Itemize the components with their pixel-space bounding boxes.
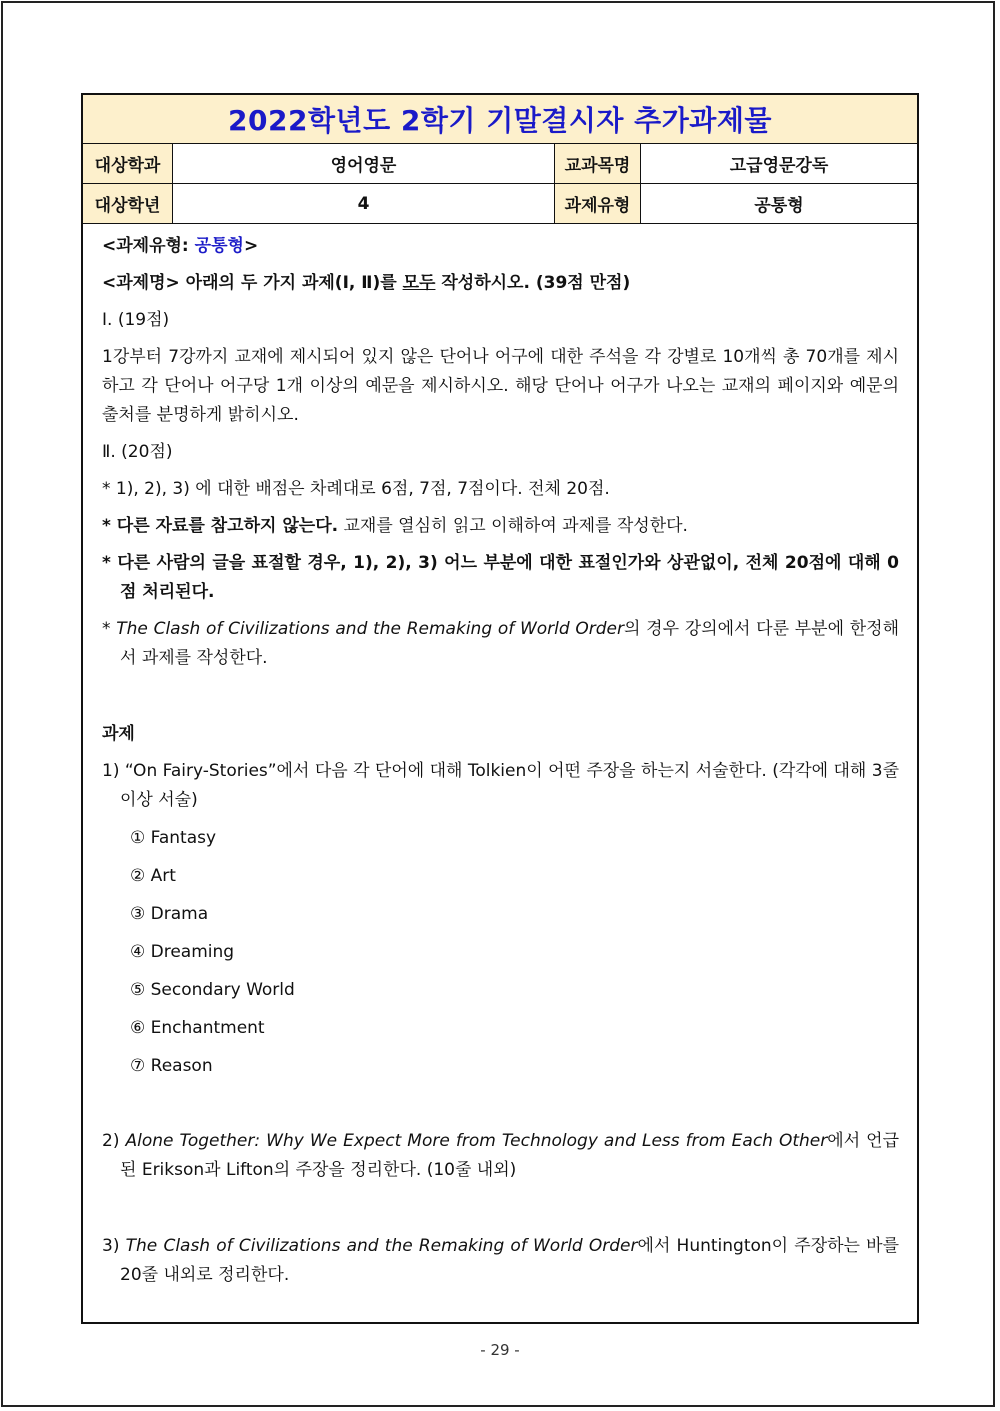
list-item: ⑥ Enchantment: [130, 1018, 265, 1038]
assignment-document: [81, 93, 919, 1324]
note-plagiarism: * 다른 사람의 글을 표절할 경우, 1), 2), 3) 어느 부분에 대한 표절인가와 상관없이, 전체 20점에 대해 0점 처리된다.: [102, 553, 899, 602]
list-item: ② Art: [130, 866, 176, 886]
info-row-2: [83, 184, 917, 224]
list-item: ⑦ Reason: [130, 1056, 213, 1076]
book-title-clash: The Clash of Civilizations and the Remaking of World Order: [116, 619, 625, 639]
underlined-emphasis: 모두: [402, 273, 436, 293]
document-title: 2022학년도 2학기 기말결시자 추가과제물: [83, 95, 917, 144]
task-3: 3) The Clash of Civilizations and the Remaking of World Order에서 Huntington이 주장하는 바를 20줄 내외로 정리한다.: [102, 1236, 899, 1285]
page-number: - 29 -: [480, 1341, 520, 1359]
assignment-type-line: <과제유형: 공통형>: [102, 236, 259, 256]
book-title-alone-together: Alone Together: Why We Expect More from Technology and Less from Each Other: [125, 1131, 828, 1151]
book-title-clash: The Clash of Civilizations and the Remaking of World Order: [125, 1236, 638, 1256]
dept-value: 영어영문: [173, 144, 555, 183]
list-item: ① Fantasy: [130, 828, 217, 848]
note-scoring: * 1), 2), 3) 에 대한 배점은 차례대로 6점, 7점, 7점이다. 전체 20점.: [102, 479, 610, 499]
dept-label: 대상학과: [83, 144, 173, 183]
part2-heading: Ⅱ. (20점): [102, 442, 173, 462]
course-label: 교과목명: [555, 144, 641, 183]
type-value: 공통형: [754, 196, 804, 216]
list-item: ③ Drama: [130, 904, 209, 924]
list-item: ④ Dreaming: [130, 942, 235, 962]
note-clash-scope: * The Clash of Civilizations and the Remaking of World Order의 경우 강의에서 다룬 부분에 한정해서 과제를 작성한다.: [102, 619, 899, 668]
task-1-list: [102, 824, 899, 1081]
note-no-references: * 다른 자료를 참고하지 않는다. 교재를 열심히 읽고 이해하여 과제를 작성한다.: [102, 516, 688, 536]
part1-text: 1강부터 7강까지 교재에 제시되어 있지 않은 단어나 어구에 대한 주석을 각 강별로 10개씩 총 70개를 제시하고 각 단어나 어구당 1개 이상의 예문을 제시하시오. 해당 단어나 어구가 나오는 교재의 페이지와 예문의 출처를 분명하게 밝히시오.: [102, 347, 899, 425]
task-1: 1) “On Fairy-Stories”에서 다음 각 단어에 대해 Tolkien이 어떤 주장을 하는지 서술한다. (각각에 대해 3줄 이상 서술): [102, 761, 899, 810]
task-2: 2) Alone Together: Why We Expect More from Technology and Less from Each Other에서 언급된 Erikson과 Lifton의 주장을 정리한다. (10줄 내외): [102, 1131, 900, 1180]
list-item: ⑤ Secondary World: [130, 980, 295, 1000]
part1-heading: Ⅰ. (19점): [102, 310, 170, 330]
course-value: 고급영문강독: [729, 156, 829, 176]
assignment-type-value: 공통형: [194, 236, 244, 256]
info-row-1: [83, 144, 917, 184]
tasks-heading: 과제: [102, 724, 135, 744]
type-label: 과제유형: [555, 184, 641, 223]
document-body: [83, 224, 917, 1290]
year-value: 4: [173, 184, 555, 223]
assignment-name-line: <과제명> 아래의 두 가지 과제(Ⅰ, Ⅱ)를 모두 작성하시오. (39점 만점): [102, 273, 631, 293]
year-label: 대상학년: [83, 184, 173, 223]
